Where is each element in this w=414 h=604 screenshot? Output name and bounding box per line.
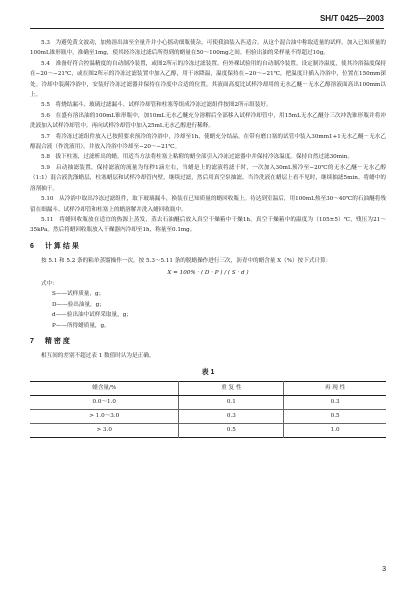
col-header-wax-content: 蜡含量/% <box>30 382 179 396</box>
step-5-9: 5.9 启动抽滤装置，保持滤液的流量为每秒1滴左右，当蜡是上的滤液将滤干时，一次加入30mL预冷至−20℃的无水乙醚－无水乙醇（1:1）混合液洗涤蜡层，柱塞蜡层和试样冷却管内壁，继续过滤，然后用真空泵抽滤。当冷洗液在蜡层上看不见时，继续抽滤5min。将蜡中的溶剂抽干。 <box>30 164 386 192</box>
formula-def-d-lower: d——验出油中试样采取量，g； <box>52 312 132 319</box>
section-6-heading: 6 计算结果 <box>30 242 81 250</box>
wax-content-formula: X = 100% · ( D · P ) / ( S · d ) <box>167 269 249 276</box>
standard-code: SH/T 0425—2003 <box>319 14 384 23</box>
table-cell: 0.3 <box>179 410 284 424</box>
table-cell: 0.3 <box>284 396 386 410</box>
table-cell: 0.5 <box>284 410 386 424</box>
col-header-repeatability: 重 复 性 <box>179 382 284 396</box>
section-7-text: 相互间的差别不超过表 1 数值时认为是正确。 <box>41 353 155 360</box>
formula-def-s: S——试样质量，g； <box>52 291 105 298</box>
section-6-intro: 按 5.1 和 5.2 条的粘单蒸馏操作一次，按 5.3～5.11 条的脱蜡操作进行三次，沥青中的蜡含量 X（%）按下式计算： <box>41 258 332 265</box>
document-body <box>30 38 386 438</box>
formula-where-label: 式中： <box>41 280 58 287</box>
table-cell: 0.1 <box>179 396 284 410</box>
formula-def-p: P——所得蜡质量，g。 <box>52 322 110 329</box>
table-header-row <box>30 382 386 396</box>
step-5-5: 5.5 将烧结漏斗、玻璃过滤漏斗、试样冷却管和柱塞等组成冷冻过滤组件按图2所示组装好。 <box>41 102 272 109</box>
table-cell: 0.5 <box>179 424 284 438</box>
step-5-11: 5.11 将蜡回收瓶放在适宜的热源上蒸发，蒸去石油醚后放入真空干燥箱中干燥1h。真空干燥箱中的温度为（105±5）℃，残压为21～35kPa。然后将蜡回收瓶放入干燥器内冷却至1h，称量至0.1mg。 <box>30 216 386 234</box>
step-5-3: 5.3 为避免黄文波动，加热溶出油至全量升并小心摇动细瓶使杂，可使我油装入匹适合。从这个混合油中称取适量的试样，加入已知质量的100mL锥形瓶中，准确至1mg，使其经冷冻过滤后所得到的蜡量在50～100mg之间。但验出油的采样量不得超过10g。 <box>30 40 386 57</box>
table-cell: 0.0～1.0 <box>92 399 116 406</box>
page-header <box>30 14 384 29</box>
page-number: 3 <box>382 566 386 573</box>
step-5-7: 5.7 将冷冻过滤组件放入已按照要求预冷的冷浴中，冷却至1h，使蜡充分结晶。在带有磨口塞的试管中装入30mm1+1无水乙醚－无水乙醇混合液（作洗液用），并放入冷浴中冷却至−20～−21℃。 <box>30 133 386 151</box>
step-5-10: 5.10 从冷浴中取出冷冻过滤组件，取下玻璃漏斗，换装在已知质量的蜡回收瓶上。待达到室温后，用100mL热至30～40℃的石油醚将残留在细漏斗、试样冷却管和柱塞上的蜡溶解并洗入蜡回收瓶中。 <box>30 196 386 213</box>
table-1-title: 表 1 <box>201 368 215 376</box>
table-row <box>30 410 386 424</box>
col-header-reproducibility: 再 现 性 <box>284 382 386 396</box>
table-row <box>30 396 386 410</box>
table-cell: 1.0 <box>284 424 386 438</box>
table-cell: > 3.0 <box>30 424 179 438</box>
precision-table <box>30 381 386 438</box>
formula-def-d-upper: D——验出油量，g； <box>52 301 105 308</box>
table-cell: > 1.0～3.0 <box>30 410 179 424</box>
section-7-heading: 7 精密度 <box>30 337 72 345</box>
step-5-6: 5.6 在盛有溶出油的100mL锥形瓶中，加10mL无水乙醚充分溶解后全部移入试样冷却管中，用15mL无水乙醚分三次冲洗锥形瓶并将冲洗液加入试样冷却管中。再向试样冷却管中加入25mL无水乙醇进行稀释。 <box>30 112 386 130</box>
step-5-4: 5.4 准备好符合控温精度的自动制冷装置，或图2所示的冷冻过滤装置。但外裸试验用的自动制冷装置。设定制冷温度，使其冷浴温度保持在−20～−21℃，或在图2所示的冷冻过滤装置中加入乙醇，用干冰降温，温度保持在−20～−21℃，把温度计插入冷浴中，位置在150mm深处。冷却中装满冷浴中，安装好冷冻过滤器并保持在冷度中合适的位置。其液面高度比试样冷却用的无水乙醚－无水乙醇溶液面高出100mm以上。 <box>30 60 386 99</box>
step-5-8: 5.8 拔下柱塞，过滤析出的蜡。用适当方法将柱塞上粘附的蜡全部引入冷冻过滤器中并保持冷冻温度。保持自然过滤30min。 <box>41 154 353 161</box>
table-row <box>30 424 386 438</box>
